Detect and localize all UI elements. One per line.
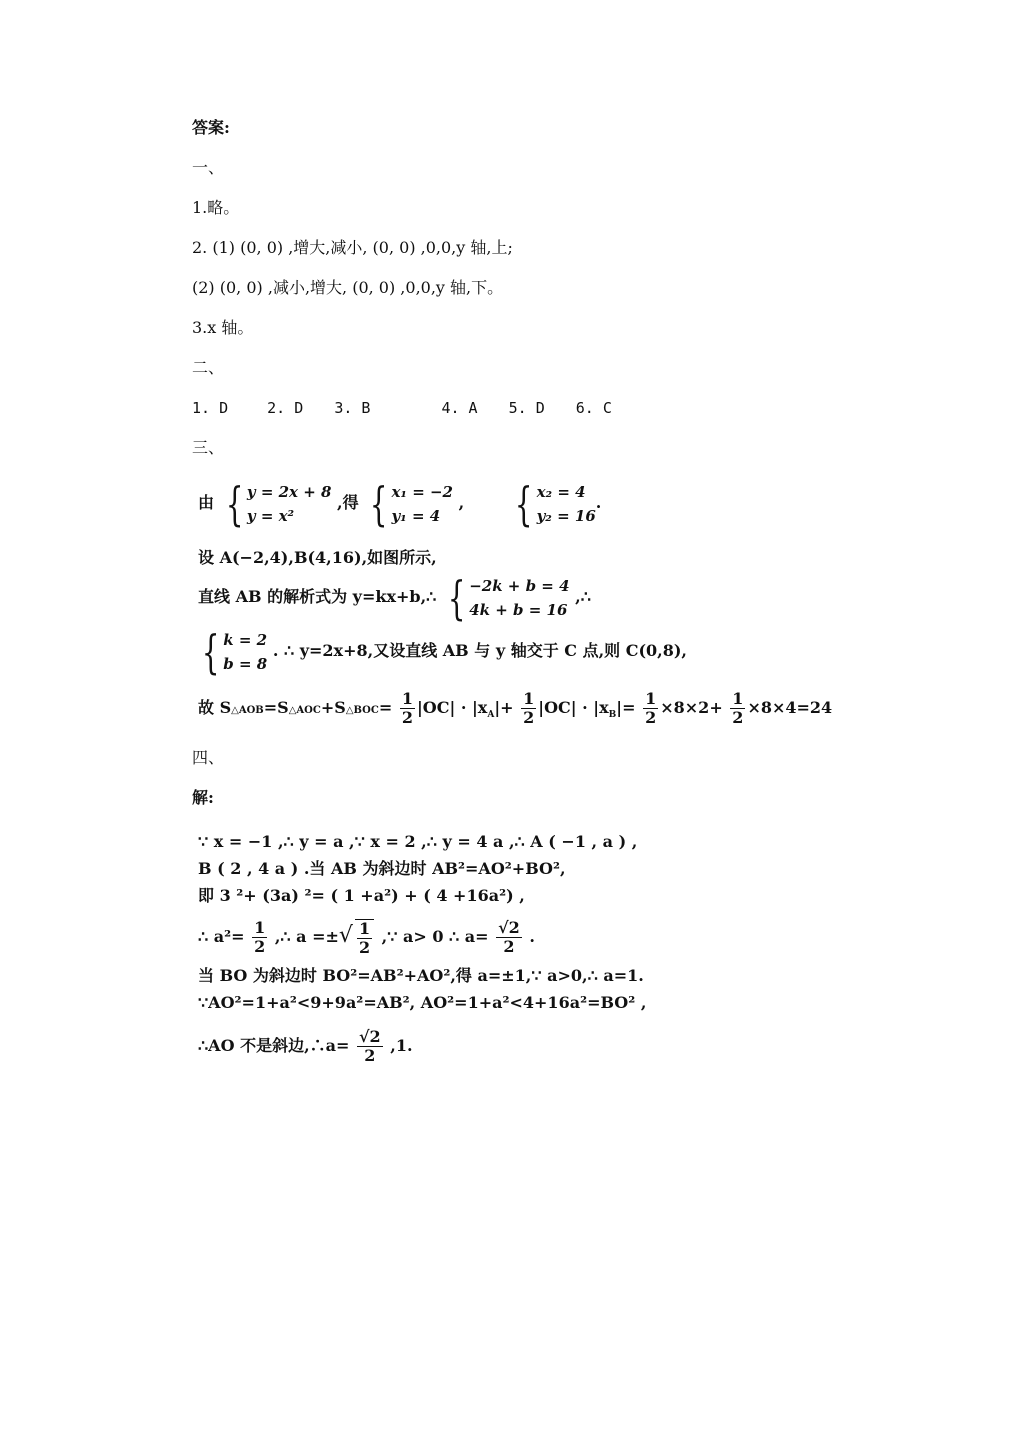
fraction-half-4: $\frac{1}{2}$: [732, 689, 744, 727]
s3-line2: 设 A(−2,4),B(4,16),如图所示,: [198, 548, 437, 567]
s4-l4-mid: ,∴ a =±: [274, 927, 339, 946]
s1-q3: 3.x 轴。: [192, 318, 254, 337]
l5-eq1: =S: [263, 698, 289, 717]
answer-4: 4. A: [441, 399, 478, 417]
sys2-eq1: x₁ = −2: [391, 482, 453, 501]
section3-heading: 三、: [192, 438, 225, 457]
s4-l7-end: ,1.: [390, 1036, 413, 1055]
sys2-eq2: y₁ = 4: [391, 506, 441, 525]
s3-l3-end: ,∴: [575, 587, 591, 606]
system-4: { −2k + b = 4 4k + b = 16: [447, 570, 570, 625]
system-2: { x₁ = −2 y₁ = 4: [370, 476, 453, 531]
answer-5: 5. D: [508, 399, 545, 417]
s4-jie: 解:: [192, 788, 214, 807]
section1-heading: 一、: [192, 158, 225, 177]
s4-l7-pre: ∴AO 不是斜边,∴a=: [198, 1036, 350, 1055]
s4-l4-pre: ∴ a²=: [198, 927, 245, 946]
s3-l1-comma: ,: [458, 493, 465, 512]
sys4-eq2: 4k + b = 16: [469, 600, 568, 619]
s4-line7: [198, 1024, 413, 1068]
fraction-half-3: $\frac{1}{2}$: [645, 689, 657, 727]
sys4-eq1: −2k + b = 4: [469, 576, 570, 595]
answer-2: 2. D: [267, 399, 304, 417]
s1-q2b: (2) (0, 0) ,减小,增大, (0, 0) ,0,0,y 轴,下。: [192, 278, 504, 297]
s4-line5: 当 BO 为斜边时 BO²=AB²+AO²,得 a=±1,∵ a>0,∴ a=1.: [198, 966, 644, 985]
answer-6: 6. C: [575, 399, 612, 417]
sys3-eq1: x₂ = 4: [536, 482, 586, 501]
s3-l3-pre: 直线 AB 的解析式为 y=kx+b,∴: [198, 587, 437, 606]
sys1-eq1: y = 2x + 8: [246, 482, 332, 501]
section4-heading: 四、: [192, 748, 225, 767]
s1-q1: 1.略。: [192, 198, 240, 217]
l5-f: ×8×4=24: [747, 698, 833, 717]
answer-3: 3. B: [334, 399, 371, 417]
l5-t3: △BOC: [345, 705, 379, 716]
s3-l1-mid: ,得: [337, 493, 359, 512]
system-3: { x₂ = 4 y₂ = 16: [515, 476, 596, 531]
answer-1: 1. D: [192, 399, 229, 417]
s2-answers: [192, 398, 612, 418]
system-1: { y = 2x + 8 y = x²: [225, 476, 332, 531]
l5-e: ×8×2+: [660, 698, 723, 717]
l5-eq2: =: [378, 698, 393, 717]
fraction-half-2: $\frac{1}{2}$: [523, 689, 535, 727]
l5-t2: △AOC: [288, 705, 321, 716]
fraction-sqrt2-half-1: $\frac{√2}{2}$: [498, 918, 520, 956]
l5-a: |OC| · |x: [416, 698, 488, 717]
sqrt-half: $\frac{1}{2}$: [355, 919, 374, 957]
sys1-eq2: y = x²: [246, 506, 295, 525]
s4-line1: ∵ x = −1 ,∴ y = a ,∵ x = 2 ,∴ y = 4 a ,∴ A ( −1 , a ) ,: [198, 832, 638, 851]
s4-l4-mid2: ,∵ a> 0 ∴ a=: [381, 927, 489, 946]
s3-line5: 故 S△AOB=S△AOC+S△BOC= $\frac{1}{2}$ $|OC| \cdot |x_A|+$ $\frac{1}{2}$ $|OC| \cdot |x_B|=$ $\frac{1}{2}$ ×8×2+ $\frac{1}{2}$ ×8×4=24: [198, 689, 833, 727]
s3-line4: [196, 624, 688, 679]
system-5: { k = 2 b = 8: [201, 624, 268, 679]
s3-l1-pre: 由: [198, 493, 215, 512]
fraction-a2: $\frac{1}{2}$: [254, 918, 266, 956]
s4-l4-end: .: [523, 927, 535, 946]
sys5-eq2: b = 8: [223, 654, 268, 673]
l5-d: |=: [616, 698, 636, 717]
s3-line1: [198, 476, 602, 531]
s3-l1-end: .: [595, 493, 602, 512]
s3-line3: [198, 570, 591, 625]
sys3-eq2: y₂ = 16: [536, 506, 596, 525]
s3-l4-end: . ∴ y=2x+8,又设直线 AB 与 y 轴交于 C 点,则 C(0,8),: [272, 641, 688, 660]
l5-c: |OC| · |x: [538, 698, 609, 717]
section2-heading: 二、: [192, 358, 225, 377]
s4-line6: ∵AO²=1+a²<9+9a²=AB², AO²=1+a²<4+16a²=BO² ,: [198, 993, 647, 1012]
fraction-sqrt2-half-2: $\frac{√2}{2}$: [359, 1027, 381, 1065]
fraction-half-1: $\frac{1}{2}$: [401, 689, 413, 727]
l5-plus1: +S: [320, 698, 346, 717]
l5-b: |+: [494, 698, 514, 717]
s4-line3: 即 3 ²+ (3a) ²= ( 1 +a²) + ( 4 +16a²) ,: [198, 886, 525, 905]
answer-title: 答案:: [192, 118, 230, 137]
l5-t1: △AOB: [231, 705, 264, 716]
s1-q2a: 2. (1) (0, 0) ,增大,减小, (0, 0) ,0,0,y 轴,上;: [192, 238, 513, 257]
sys5-eq1: k = 2: [223, 630, 268, 649]
l5-pre: 故 S: [198, 698, 232, 717]
s4-line2: B ( 2 , 4 a ) .当 AB 为斜边时 AB²=AO²+BO²,: [198, 859, 566, 878]
s4-line4: ∴ a²= $\frac{1}{2}$ ,∴ a =±√ $\frac{1}{2}$ ,∵ a> 0 ∴ a= $\frac{√2}{2}$ .: [198, 918, 535, 957]
